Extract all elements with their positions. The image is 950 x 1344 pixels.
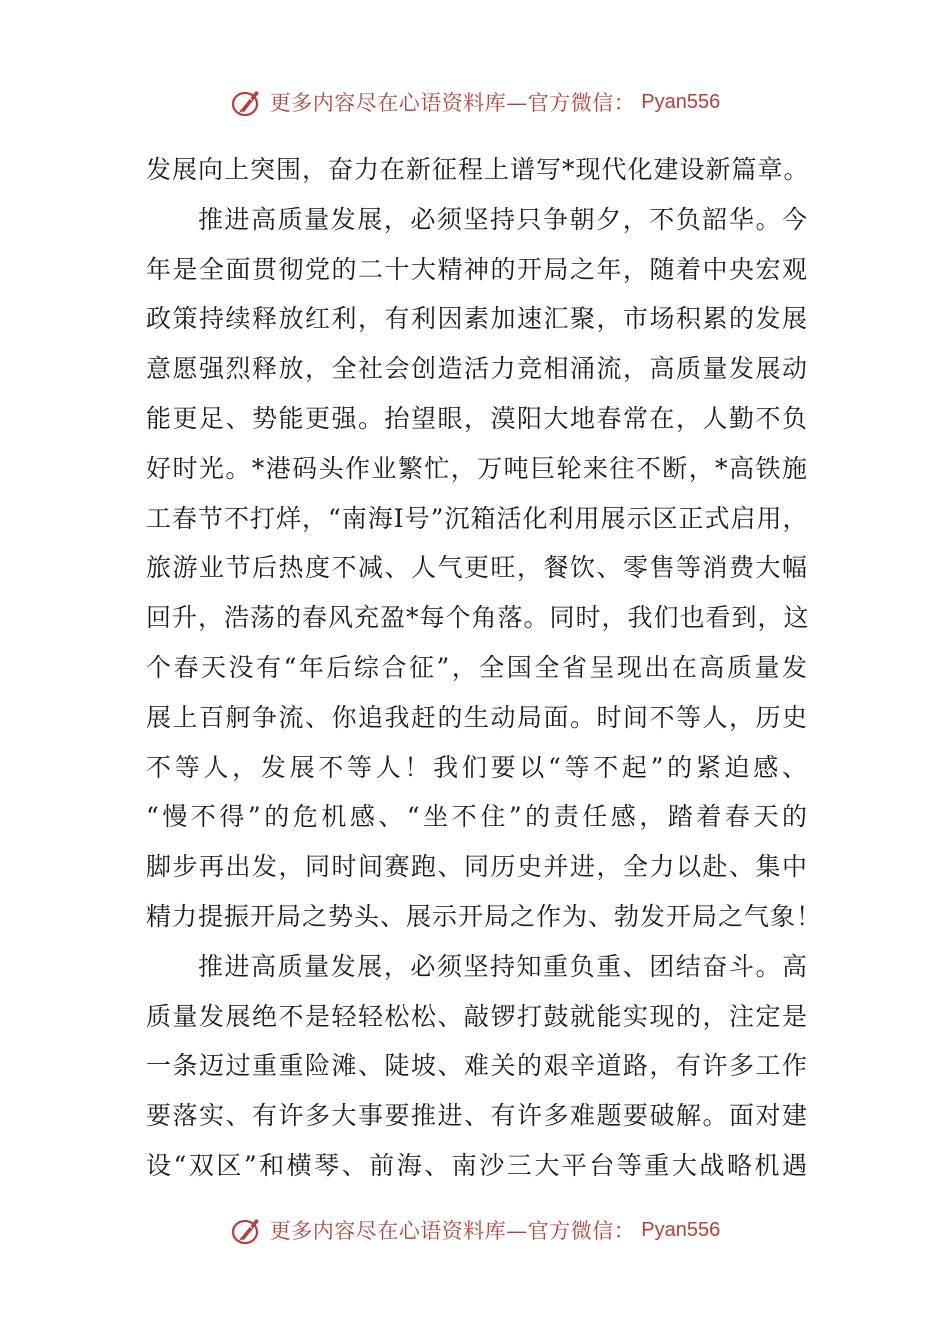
watermark-text: 更多内容尽在心语资料库—官方微信： bbox=[269, 1219, 636, 1243]
text-line: 一条迈过重重险滩、陡坡、难关的艰辛道路，有许多工作 bbox=[146, 1051, 808, 1081]
text-line: 精力提振开局之势头、展示开局之作为、勃发开局之气象！ bbox=[146, 901, 823, 931]
document-body bbox=[146, 145, 823, 1191]
text-line: 脚步再出发，同时间赛跑、同历史并进，全力以赴、集中 bbox=[146, 852, 808, 882]
watermark-footer bbox=[0, 1212, 950, 1248]
text-line: 年是全面贯彻党的二十大精神的开局之年，随着中央宏观 bbox=[146, 254, 808, 284]
text-line: 设“双区”和横琴、前海、南沙三大平台等重大战略机遇 bbox=[146, 1150, 808, 1180]
text-line: 推进高质量发展，必须坚持只争朝夕，不负韶华。今 bbox=[198, 204, 808, 234]
text-line: 展上百舸争流、你追我赶的生动局面。时间不等人，历史 bbox=[146, 702, 808, 732]
text-line: 意愿强烈释放，全社会创造活力竞相涌流，高质量发展动 bbox=[146, 354, 808, 384]
quill-pen-icon bbox=[230, 1213, 264, 1247]
text-line: 工春节不打烊，“南海Ⅰ号”沉箱活化利用展示区正式启用， bbox=[146, 503, 809, 533]
quill-pen-icon bbox=[230, 85, 264, 119]
watermark-header bbox=[0, 84, 950, 120]
watermark-wechat-id: Pyan556 bbox=[641, 1218, 721, 1241]
text-line: 推进高质量发展，必须坚持知重负重、团结奋斗。高 bbox=[198, 951, 808, 981]
text-line: 政策持续释放红利，有利因素加速汇聚，市场积累的发展 bbox=[146, 304, 808, 334]
watermark-text: 更多内容尽在心语资料库—官方微信： bbox=[269, 91, 636, 115]
text-line: 旅游业节后热度不减、人气更旺，餐饮、零售等消费大幅 bbox=[146, 553, 808, 583]
text-line: “慢不得”的危机感、“坐不住”的责任感，踏着春天的 bbox=[146, 802, 808, 832]
text-line: 要落实、有许多大事要推进、有许多难题要破解。面对建 bbox=[146, 1101, 808, 1131]
text-line: 好时光。*港码头作业繁忙，万吨巨轮来往不断，*高铁施 bbox=[146, 453, 808, 483]
watermark-wechat-id: Pyan556 bbox=[641, 90, 721, 113]
text-line: 能更足、势能更强。抬望眼，漠阳大地春常在，人勤不负 bbox=[146, 403, 808, 433]
text-line: 个春天没有“年后综合征”，全国全省呈现出在高质量发 bbox=[146, 652, 808, 682]
text-line: 质量发展绝不是轻轻松松、敲锣打鼓就能实现的，注定是 bbox=[146, 1001, 808, 1031]
text-line: 不等人，发展不等人！我们要以“等不起”的紧迫感、 bbox=[146, 752, 808, 782]
text-line: 发展向上突围，奋力在新征程上谱写*现代化建设新篇章。 bbox=[146, 155, 810, 184]
text-line: 回升，浩荡的春风充盈*每个角落。同时，我们也看到，这 bbox=[146, 603, 810, 633]
